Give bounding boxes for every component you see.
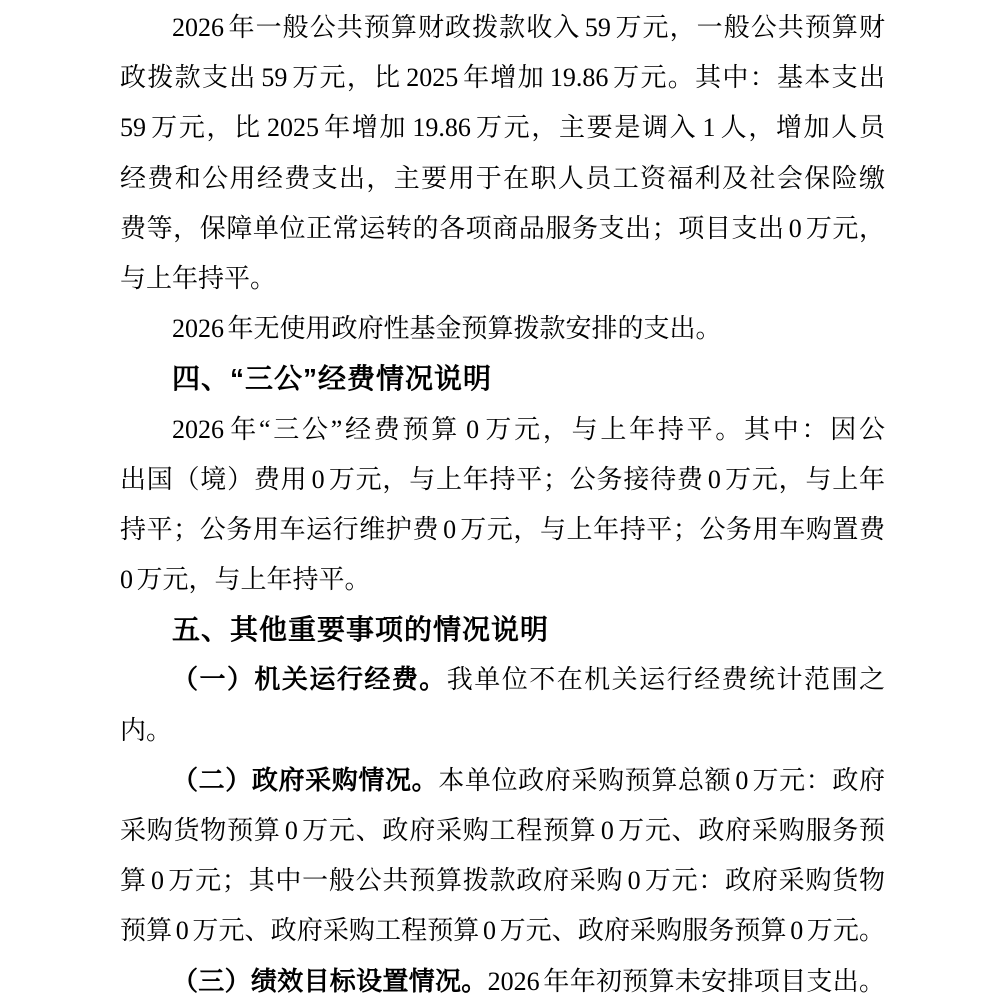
text-line bbox=[120, 254, 885, 304]
text-run: 我单位不在机关运行经费统计范围之 bbox=[446, 665, 885, 695]
text-line bbox=[120, 3, 885, 53]
text-line bbox=[120, 154, 885, 204]
text-run: 算 0 万元；其中一般公共预算拨款政府采购 0 万元：政府采购货物 bbox=[120, 866, 885, 896]
text-run: 出国（境）费用 0 万元，与上年持平；公务接待费 0 万元，与上年 bbox=[120, 464, 885, 494]
text-line bbox=[120, 856, 885, 906]
text-line bbox=[120, 304, 885, 354]
text-line bbox=[120, 655, 885, 705]
text-line bbox=[120, 957, 885, 1007]
text-run: 政拨款支出 59 万元，比 2025 年增加 19.86 万元。其中：基本支出 bbox=[120, 63, 885, 93]
text-line bbox=[120, 806, 885, 856]
text-line bbox=[120, 756, 885, 806]
text-line bbox=[120, 53, 885, 103]
text-line bbox=[120, 204, 885, 254]
text-run: 与上年持平。 bbox=[120, 263, 277, 293]
section-heading bbox=[120, 354, 885, 404]
text-run: 2026 年年初预算未安排项目支出。 bbox=[487, 966, 885, 996]
bold-text-run: 五、其他重要事项的情况说明 bbox=[172, 614, 550, 646]
text-line bbox=[120, 555, 885, 605]
text-line bbox=[120, 455, 885, 505]
bold-text-run: （一）机关运行经费。 bbox=[172, 665, 447, 695]
text-run: 经费和公用经费支出，主要用于在职人员工资福利及社会保险缴 bbox=[120, 163, 885, 193]
text-run: 费等，保障单位正常运转的各项商品服务支出；项目支出 0 万元， bbox=[120, 213, 885, 243]
bold-text-run: （二）政府采购情况。 bbox=[172, 765, 439, 795]
text-run: 59 万元，比 2025 年增加 19.86 万元，主要是调入 1 人，增加人员 bbox=[120, 113, 885, 143]
text-run: 本单位政府采购预算总额 0 万元：政府 bbox=[438, 765, 885, 795]
section-heading bbox=[120, 605, 885, 655]
text-line bbox=[120, 706, 885, 756]
text-run: 2026 年无使用政府性基金预算拨款安排的支出。 bbox=[172, 314, 722, 344]
text-run: 2026 年一般公共预算财政拨款收入 59 万元，一般公共预算财 bbox=[172, 13, 885, 42]
text-line bbox=[120, 103, 885, 153]
text-run: 采购货物预算 0 万元、政府采购工程预算 0 万元、政府采购服务预 bbox=[120, 816, 885, 845]
text-run: 持平；公务用车运行维护费 0 万元，与上年持平；公务用车购置费 bbox=[120, 514, 885, 544]
text-line bbox=[120, 505, 885, 555]
document-body bbox=[120, 3, 885, 1007]
text-run: 内。 bbox=[120, 715, 173, 745]
text-line bbox=[120, 405, 885, 455]
text-run: 预算 0 万元、政府采购工程预算 0 万元、政府采购服务预算 0 万元。 bbox=[120, 916, 885, 946]
text-run: 0 万元，与上年持平。 bbox=[120, 565, 371, 595]
bold-text-run: 四、“三公”经费情况说明 bbox=[172, 363, 493, 395]
text-line bbox=[120, 906, 885, 956]
bold-text-run: （三）绩效目标设置情况。 bbox=[172, 966, 488, 996]
text-run: 2026 年“三公”经费预算 0 万元，与上年持平。其中：因公 bbox=[172, 414, 885, 444]
